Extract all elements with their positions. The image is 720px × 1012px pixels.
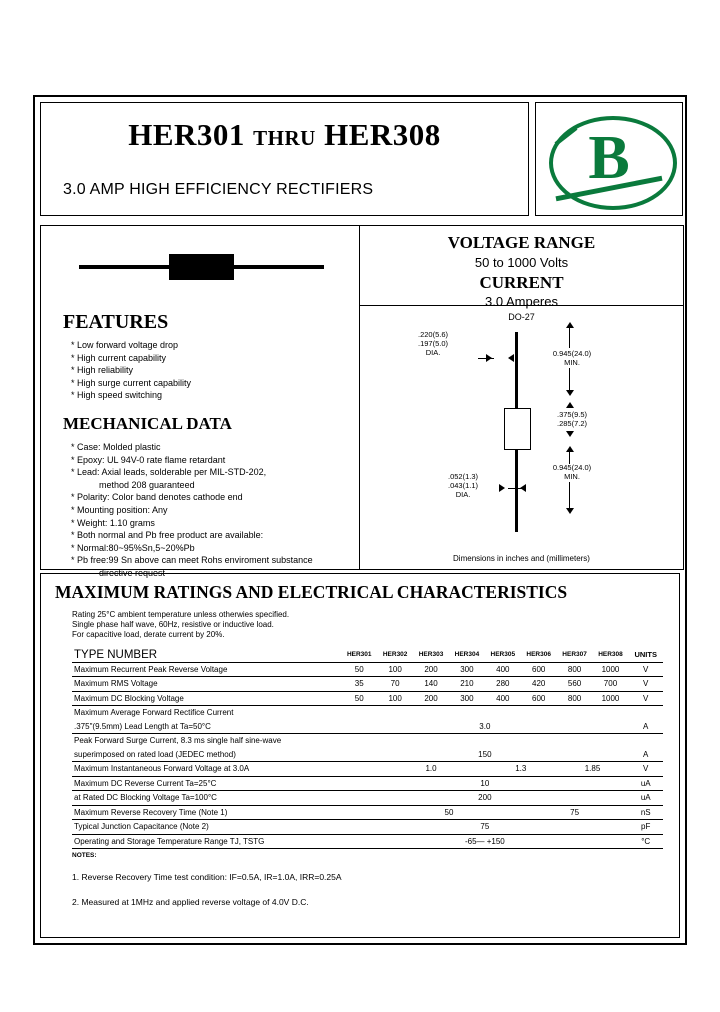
dim-value: .052(1.3) [447, 472, 479, 481]
list-item: * Both normal and Pb free product are available: [71, 530, 264, 541]
dimension-units-note: Dimensions in inches and (millimeters) [453, 554, 590, 563]
row-label: Maximum DC Reverse Current Ta=25°C [74, 778, 217, 788]
cell: 280 [496, 679, 510, 689]
cell-units: pF [641, 822, 651, 832]
package-dimension-drawing [360, 306, 683, 569]
cell: 600 [532, 693, 546, 703]
dim-arrow-icon [508, 354, 514, 362]
dim-leader-line [569, 482, 570, 508]
diode-lead-right [234, 265, 324, 269]
cell: 75 [480, 822, 490, 832]
dim-arrow-icon [499, 484, 505, 492]
list-item: * Mounting position: Any [71, 504, 168, 515]
cell: 70 [390, 679, 400, 689]
table-row [72, 720, 663, 734]
cell: 400 [496, 664, 510, 674]
cell-units: V [643, 693, 649, 703]
features-list [71, 339, 191, 402]
list-item: * High surge current capability [71, 377, 192, 388]
cell-units: A [643, 721, 649, 731]
dim-arrow-icon [566, 446, 574, 452]
cell-units: A [643, 749, 649, 759]
dim-value: .285(7.2) [556, 419, 588, 428]
list-item: * Case: Molded plastic [71, 442, 161, 452]
cell: 10 [480, 778, 490, 788]
drawing-panel [360, 226, 683, 569]
brand-logo-icon [549, 116, 669, 202]
dim-arrow-icon [566, 431, 574, 437]
datasheet-border [33, 95, 687, 945]
row-label: Typical Junction Capacitance (Note 2) [74, 822, 209, 832]
cell: 200 [478, 793, 492, 803]
cell [341, 762, 377, 777]
cell-units: uA [640, 778, 651, 788]
cell: 50 [354, 693, 364, 703]
cell: 100 [388, 693, 402, 703]
voltage-range-value: 50 to 1000 Volts [474, 255, 569, 270]
list-item: * High current capability [71, 352, 167, 363]
list-item: method 208 guaranteed [99, 479, 195, 490]
row-label: Maximum Instantaneous Forward Voltage at 3.0A [74, 764, 250, 774]
cell [341, 734, 628, 748]
page-title [41, 117, 528, 153]
dim-body-length [536, 410, 608, 428]
cell: 1000 [601, 664, 620, 674]
row-label: Maximum Average Forward Rectifice Current [74, 708, 234, 718]
table-row [72, 805, 663, 820]
condition-line: Rating 25°C ambient temperature unless otherwies specified. [72, 610, 290, 619]
cell: 50 [444, 807, 454, 817]
ratings-conditions [72, 610, 289, 640]
cell: 800 [567, 693, 582, 703]
footnote-1: 1. Reverse Recovery Time test condition: IF=0.5A, IR=1.0A, IRR=0.25A [72, 872, 342, 882]
table-row [72, 762, 663, 777]
dim-right-lower-length [536, 463, 608, 481]
current-value: 3.0 Amperes [485, 294, 558, 309]
features-heading: FEATURES [63, 311, 169, 333]
row-label: Maximum Recurrent Peak Reverse Voltage [74, 664, 228, 674]
list-item: * Normal:80~95%Sn,5~20%Pb [71, 542, 195, 553]
cell: -65— +150 [464, 836, 505, 846]
dim-label: MIN. [564, 472, 580, 481]
header-title-box [40, 102, 529, 216]
voltage-range-box [360, 226, 683, 309]
cell-units: V [643, 764, 649, 774]
dim-lead-diameter [418, 472, 508, 499]
cell: 700 [603, 679, 618, 689]
column-header: HER303 [418, 651, 444, 659]
title-part-2: HER308 [324, 117, 441, 152]
list-item: * Pb free:99 Sn above can meet Rohs enviroment substance [71, 555, 313, 566]
voltage-range-label: VOLTAGE RANGE [447, 233, 596, 252]
table-row [72, 748, 663, 762]
dim-arrow-icon [566, 402, 574, 408]
list-item: * Polarity: Color band denotes cathode end [71, 492, 243, 503]
cell: 140 [424, 679, 438, 689]
table-row [72, 776, 663, 791]
cell: 420 [532, 679, 546, 689]
cell [341, 706, 628, 720]
features-and-drawing-band [40, 225, 684, 578]
cell: 600 [532, 664, 546, 674]
cell: 1.0 [425, 764, 437, 774]
ratings-section [40, 573, 680, 938]
cell-units [628, 734, 663, 748]
list-item: * Lead: Axial leads, solderable per MIL-STD-202, [71, 467, 267, 478]
mechanical-data-list [71, 441, 313, 580]
dim-arrow-icon [566, 390, 574, 396]
dim-value: 0.945(24.0) [552, 463, 592, 472]
table-row [72, 734, 663, 748]
row-label: Peak Forward Surge Current, 8.3 ms single half sine-wave [74, 736, 282, 746]
column-header: HER302 [382, 651, 408, 659]
list-item: * High reliability [71, 365, 134, 376]
dim-right-upper-length [536, 349, 608, 367]
list-item: directive request [99, 567, 166, 578]
row-label: Maximum DC Blocking Voltage [74, 693, 184, 703]
cell: 200 [424, 664, 438, 674]
row-label: at Rated DC Blocking Voltage Ta=100°C [74, 793, 217, 803]
cell: 1000 [601, 693, 620, 703]
title-part-1: HER301 [128, 117, 245, 152]
cell: 1.85 [584, 764, 601, 774]
current-label: CURRENT [479, 273, 564, 292]
cell-units: V [643, 679, 649, 689]
cell: 300 [460, 664, 474, 674]
table-row [72, 691, 663, 706]
column-header: HER305 [490, 651, 516, 659]
mechanical-data-heading: MECHANICAL DATA [63, 414, 232, 433]
table-row [72, 820, 663, 835]
type-number-label: TYPE NUMBER [74, 648, 158, 661]
condition-line: Single phase half wave, 60Hz, resistive or inductive load. [72, 620, 274, 629]
list-item: * Weight: 1.10 grams [71, 517, 155, 528]
condition-line: For capacitive load, derate current by 20%. [72, 630, 225, 639]
footnote-2: 2. Measured at 1MHz and applied reverse voltage of 4.0V D.C. [72, 897, 309, 907]
column-header: HER306 [526, 651, 551, 659]
ratings-heading: MAXIMUM RATINGS AND ELECTRICAL CHARACTERISTICS [55, 582, 568, 602]
row-label: .375"(9.5mm) Lead Length at Ta=50°C [74, 721, 211, 731]
cell: 75 [570, 807, 580, 817]
dim-label: DIA. [425, 348, 441, 357]
dim-value: .197(5.0) [417, 339, 449, 348]
diode-lead-left [79, 265, 169, 269]
cell: 200 [424, 693, 438, 703]
ratings-table [72, 648, 663, 849]
cell: 210 [460, 679, 474, 689]
dim-label: MIN. [564, 358, 580, 367]
table-row [72, 791, 663, 806]
dim-value: .043(1.1) [447, 481, 479, 490]
page-subtitle: 3.0 AMP HIGH EFFICIENCY RECTIFIERS [63, 181, 374, 198]
cell: 1.3 [515, 764, 527, 774]
row-label: Maximum RMS Voltage [74, 679, 158, 689]
cell: 800 [567, 664, 582, 674]
cell-units: V [643, 664, 649, 674]
cell: 35 [354, 679, 364, 689]
cell: 3.0 [479, 721, 491, 731]
row-label: superimposed on rated load (JEDEC method) [74, 749, 236, 759]
cell: 100 [388, 664, 402, 674]
dim-arrow-icon [566, 508, 574, 514]
cell [341, 805, 377, 820]
logo-letter: B [588, 124, 630, 192]
dim-leader-line [569, 368, 570, 390]
logo-box [535, 102, 683, 216]
diode-body [169, 254, 234, 280]
cell: 50 [354, 664, 364, 674]
dim-arrow-icon [566, 322, 574, 328]
list-item: * High speed switching [71, 390, 163, 401]
cell: 150 [478, 749, 492, 759]
cell: 560 [567, 679, 582, 689]
dim-arrow-icon [520, 484, 526, 492]
table-header-row [72, 648, 663, 662]
table-row [72, 662, 663, 677]
dim-value: .375(9.5) [556, 410, 588, 419]
diode-outline-drawing [79, 254, 324, 280]
cell-units [628, 706, 663, 720]
dim-value: .220(5.6) [417, 330, 449, 339]
cell-units: uA [640, 793, 651, 803]
table-row [72, 834, 663, 849]
features-panel [41, 226, 360, 578]
table-row [72, 677, 663, 692]
cell-units: °C [641, 836, 651, 846]
list-item: * Epoxy: UL 94V-0 rate flame retardant [71, 454, 226, 465]
row-label: Operating and Storage Temperature Range TJ, TSTG [74, 836, 265, 846]
dim-top-diameter [388, 330, 478, 357]
cell-units: nS [640, 807, 651, 817]
dim-leader-line [569, 328, 570, 348]
cell: 400 [496, 693, 510, 703]
dim-label: DIA. [455, 490, 471, 499]
table-row [72, 706, 663, 720]
column-header: HER301 [346, 651, 372, 659]
column-header: HER308 [598, 651, 623, 659]
dim-value: 0.945(24.0) [552, 349, 592, 358]
cell: 300 [460, 693, 474, 703]
header [35, 97, 685, 222]
package-name: DO-27 [508, 312, 535, 322]
column-header-units: UNITS [634, 650, 657, 660]
row-label: Maximum Reverse Recovery Time (Note 1) [74, 807, 228, 817]
title-thru: THRU [253, 126, 316, 150]
list-item: * Low forward voltage drop [71, 340, 179, 350]
column-header: HER307 [562, 651, 587, 659]
package-body-outline [504, 408, 531, 450]
notes-heading: NOTES: [72, 852, 97, 859]
dim-arrow-icon [486, 354, 492, 362]
column-header: HER304 [454, 651, 480, 659]
